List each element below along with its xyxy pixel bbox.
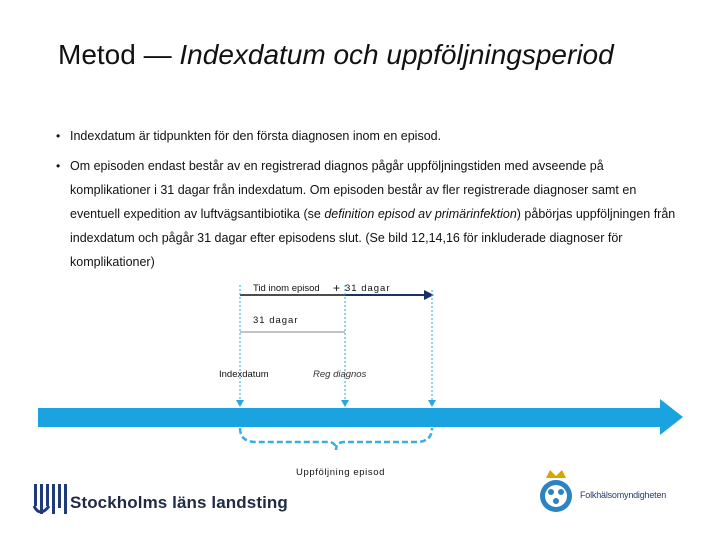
org-name: Stockholms läns landsting bbox=[70, 493, 288, 512]
slide-title-plain: Metod — bbox=[58, 39, 180, 70]
bullet-item bbox=[56, 124, 686, 148]
regdiag-arrow-icon bbox=[341, 400, 349, 407]
bullet-text-italic: definition episod av primärinfektion bbox=[324, 207, 517, 221]
folkhalsomyndigheten-emblem-icon bbox=[540, 470, 572, 512]
label-31-dagar-top: 31 dagar bbox=[345, 283, 391, 294]
timeline-bar bbox=[38, 408, 660, 427]
bullet-item bbox=[56, 154, 686, 274]
end-arrow-icon bbox=[428, 400, 436, 407]
label-indexdatum: Indexdatum bbox=[219, 369, 269, 380]
bullet-text: Indexdatum är tidpunkten för den första diagnosen inom en episod. bbox=[70, 129, 442, 143]
bullet-text-before: Om episoden endast består av en registrerad diagnos pågår uppföljningstiden med avseende på komplikationer i 31 dagar från indexdatum. Om episoden består av fler registrerade diagnoser samt en eventuell expedition av luftvägsantibiotika (se bbox=[70, 159, 637, 221]
index-arrow-icon bbox=[236, 400, 244, 407]
label-reg-diagnos: Reg diagnos bbox=[313, 369, 367, 380]
authority-name: Folkhälsomyndigheten bbox=[580, 490, 667, 500]
label-31-dagar: 31 dagar bbox=[253, 315, 299, 326]
sll-logo-icon bbox=[34, 484, 67, 514]
followup-bracket bbox=[240, 428, 432, 450]
label-uppfoljning: Uppföljning episod bbox=[296, 467, 385, 478]
followup-arrow-head-icon bbox=[424, 290, 434, 300]
bullet-text-after: ) påbörjas uppföljningen från indexdatum och pågår 31 dagar efter episodens slut. (Se bild 12,14,16 för inkluderade diagnoser för komplikationer) bbox=[70, 207, 676, 269]
bullet-list bbox=[56, 124, 686, 274]
timeline-arrow-head-icon bbox=[660, 399, 683, 435]
slide-title-italic: Indexdatum och uppföljningsperiod bbox=[179, 39, 614, 70]
label-plus: + bbox=[333, 281, 341, 295]
slide-title bbox=[58, 38, 658, 72]
label-tid-inom-episod: Tid inom episod bbox=[253, 283, 320, 294]
